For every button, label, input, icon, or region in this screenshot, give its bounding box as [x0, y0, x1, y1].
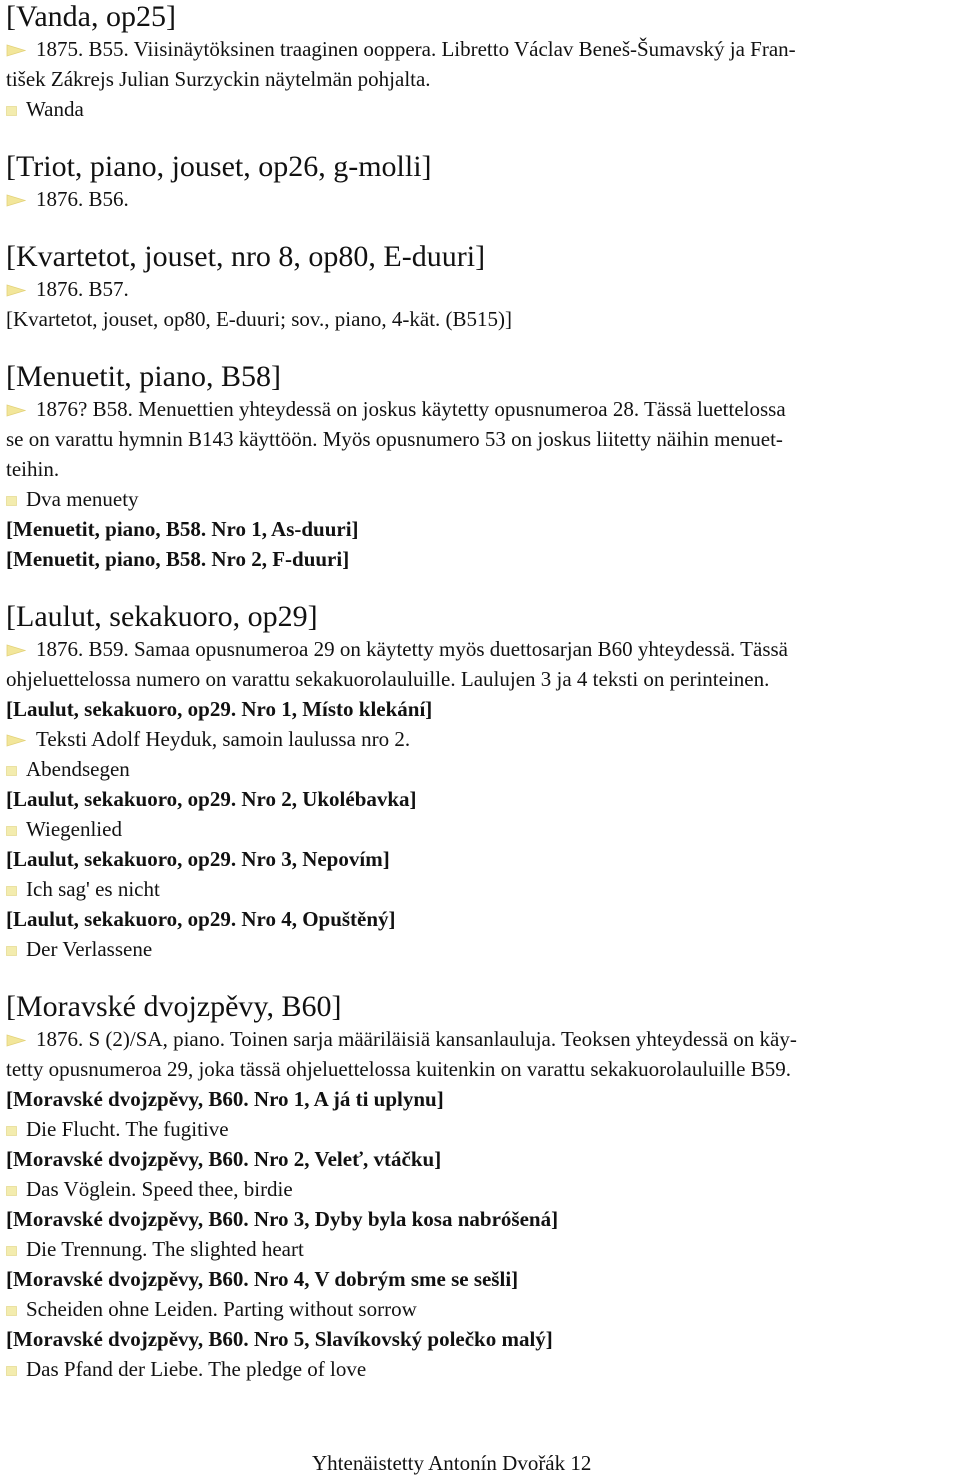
triangle-bullet-icon: [6, 275, 26, 288]
section-heading-kvartetot: [Kvartetot, jouset, nro 8, op80, E-duuri]: [6, 240, 486, 273]
square-bullet-icon: [6, 1234, 17, 1244]
square-bullet-icon: [6, 874, 17, 884]
document-page: [6, 0, 954, 1384]
square-bullet-icon: [6, 94, 17, 104]
square-bullet-icon: [6, 1114, 17, 1124]
alt-title-line: Der Verlassene: [6, 934, 954, 964]
section-heading-triot: [Triot, piano, jouset, op26, g-molli]: [6, 150, 432, 183]
square-bullet-icon: [6, 754, 17, 764]
info-line-cont: se on varattu hymnin B143 käyttöön. Myös opusnumero 53 on joskus liitetty näihin menuet-: [6, 427, 783, 451]
info-line: 1876. B59. Samaa opusnumeroa 29 on käytetty myös duettosarjan B60 yhteydessä. Tässä: [6, 634, 954, 664]
subentry-line: [Moravské dvojzpěvy, B60. Nro 3, Dyby byla kosa nabróšená]: [6, 1207, 559, 1231]
alt-title-line: Dva menuety: [6, 484, 954, 514]
alt-title-line: Ich sag' es nicht: [6, 874, 954, 904]
square-bullet-icon: [6, 934, 17, 944]
section-heading-menuetit: [Menuetit, piano, B58]: [6, 360, 281, 393]
alt-title-line: Das Vöglein. Speed thee, birdie: [6, 1174, 954, 1204]
section-heading-laulut: [Laulut, sekakuoro, op29]: [6, 600, 318, 633]
alt-title-line: Wiegenlied: [6, 814, 954, 844]
page-footer: Yhtenäistetty Antonín Dvořák 12: [312, 1451, 592, 1475]
triangle-bullet-icon: [6, 725, 26, 738]
square-bullet-icon: [6, 1174, 17, 1184]
info-line: 1876. B57.: [6, 274, 954, 304]
info-line: 1876? B58. Menuettien yhteydessä on joskus käytetty opusnumeroa 28. Tässä luettelossa: [6, 394, 954, 424]
info-line-cont: teihin.: [6, 457, 60, 481]
info-line-cont: tišek Zákrejs Julian Surzyckin näytelmän pohjalta.: [6, 67, 431, 91]
subentry-line: [Moravské dvojzpěvy, B60. Nro 4, V dobrým sme se sešli]: [6, 1267, 519, 1291]
triangle-bullet-icon: [6, 35, 26, 48]
square-bullet-icon: [6, 814, 17, 824]
alt-title-line: Abendsegen: [6, 754, 954, 784]
subentry-line: [Menuetit, piano, B58. Nro 2, F-duuri]: [6, 547, 350, 571]
square-bullet-icon: [6, 1354, 17, 1364]
info-line: Teksti Adolf Heyduk, samoin laulussa nro 2.: [6, 724, 954, 754]
info-line-cont: ohjeluettelossa numero on varattu sekakuorolauluille. Laulujen 3 ja 4 teksti on perinteinen.: [6, 667, 770, 691]
square-bullet-icon: [6, 484, 17, 494]
subentry-line: [Laulut, sekakuoro, op29. Nro 3, Nepovím]: [6, 847, 390, 871]
subentry-line: [Moravské dvojzpěvy, B60. Nro 1, A já ti uplynu]: [6, 1087, 444, 1111]
alt-title-line: Die Flucht. The fugitive: [6, 1114, 954, 1144]
subentry-line: [Laulut, sekakuoro, op29. Nro 4, Opuštěný]: [6, 907, 396, 931]
triangle-bullet-icon: [6, 635, 26, 648]
triangle-bullet-icon: [6, 185, 26, 198]
info-line: 1876. B56.: [6, 184, 954, 214]
section-heading-vanda: [Vanda, op25]: [6, 0, 176, 33]
subentry-line: [Moravské dvojzpěvy, B60. Nro 5, Slavíkovský polečko malý]: [6, 1327, 553, 1351]
alt-title-line: Scheiden ohne Leiden. Parting without sorrow: [6, 1294, 954, 1324]
subentry-line: [Laulut, sekakuoro, op29. Nro 1, Místo klekání]: [6, 697, 433, 721]
info-line-cont: tetty opusnumeroa 29, joka tässä ohjeluettelossa kuitenkin on varattu sekakuorolauluille B59.: [6, 1057, 791, 1081]
subentry-line: [Laulut, sekakuoro, op29. Nro 2, Ukolébavka]: [6, 787, 417, 811]
alt-title-line: Das Pfand der Liebe. The pledge of love: [6, 1354, 954, 1384]
subentry-line: [Kvartetot, jouset, op80, E-duuri; sov., piano, 4-kät. (B515)]: [6, 307, 513, 331]
subentry-line: [Menuetit, piano, B58. Nro 1, As-duuri]: [6, 517, 359, 541]
alt-title-line: Wanda: [6, 94, 954, 124]
alt-title-line: Die Trennung. The slighted heart: [6, 1234, 954, 1264]
section-heading-moravske: [Moravské dvojzpěvy, B60]: [6, 990, 342, 1023]
triangle-bullet-icon: [6, 1025, 26, 1038]
square-bullet-icon: [6, 1294, 17, 1304]
triangle-bullet-icon: [6, 395, 26, 408]
subentry-line: [Moravské dvojzpěvy, B60. Nro 2, Veleť, vtáčku]: [6, 1147, 442, 1171]
info-line: 1875. B55. Viisinäytöksinen traaginen ooppera. Libretto Václav Beneš-Šumavský ja Fran-: [6, 34, 954, 64]
info-line: 1876. S (2)/SA, piano. Toinen sarja määriläisiä kansanlauluja. Teoksen yhteydessä on käy-: [6, 1024, 954, 1054]
